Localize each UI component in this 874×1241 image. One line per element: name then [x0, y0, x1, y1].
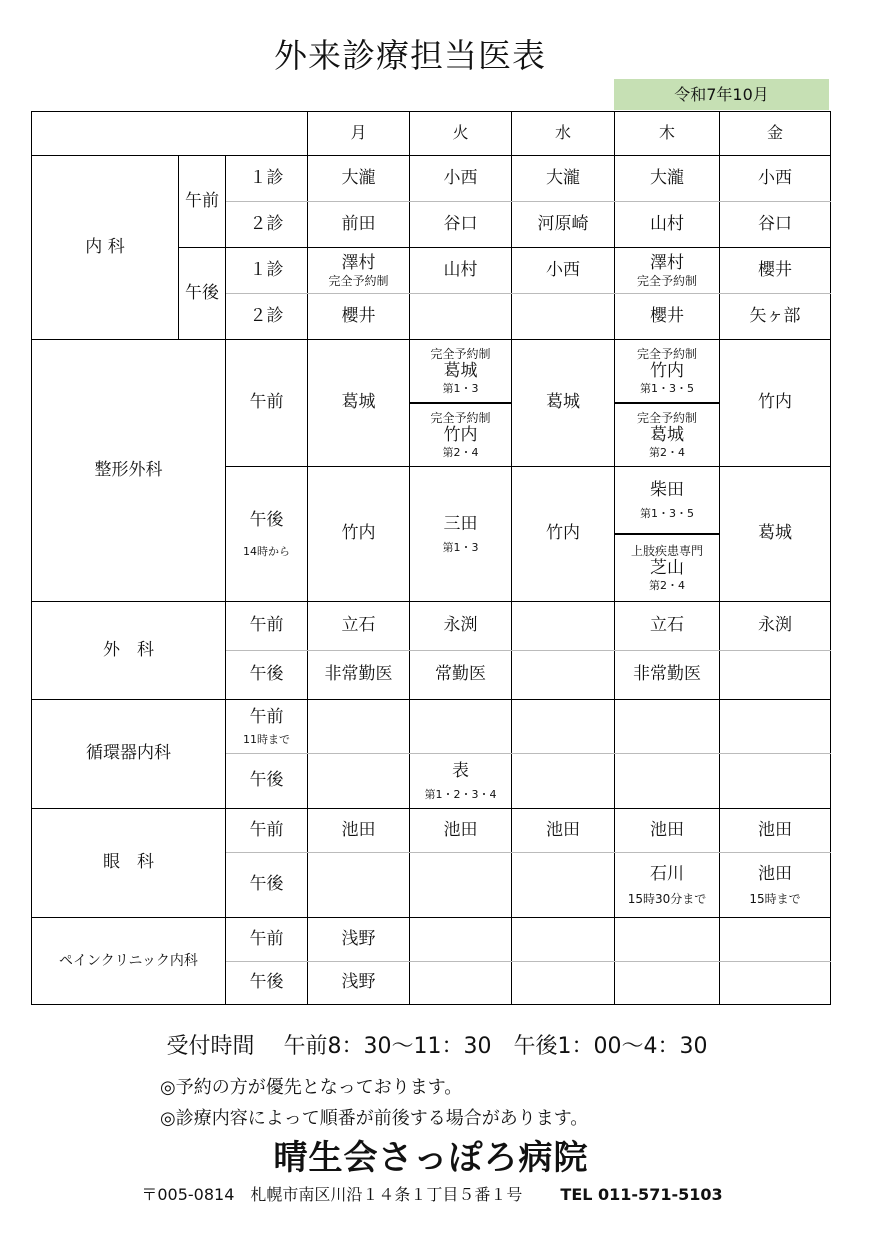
- schedule-table: [31, 111, 831, 1005]
- doctor-cell: 竹内: [512, 467, 615, 602]
- doctor-cell: [512, 602, 615, 651]
- doctor-cell: 小西: [720, 156, 831, 202]
- slot-label: ２診: [226, 294, 308, 340]
- doctor-cell-split: [615, 467, 720, 602]
- doctor-cell: 池田: [308, 809, 410, 853]
- ortho-am-label: 午前: [226, 340, 308, 467]
- doctor-cell: [720, 853, 831, 918]
- doctor-cell: 山村: [410, 248, 512, 294]
- doctor-cell: [615, 853, 720, 918]
- doctor-cell: [720, 754, 831, 809]
- doctor-cell: 大瀧: [615, 156, 720, 202]
- doctor-cell: 浅野: [308, 918, 410, 962]
- session-label: 午前: [226, 602, 308, 651]
- doctor-cell: 永渕: [720, 602, 831, 651]
- doctor-cell: 山村: [615, 202, 720, 248]
- reservation-note: 完全予約制: [637, 347, 698, 362]
- doctor-cell: 立石: [308, 602, 410, 651]
- doctor-cell: 大瀧: [308, 156, 410, 202]
- eye-am-row: [32, 809, 831, 853]
- doctor-cell-split: [615, 340, 720, 467]
- reservation-note: 完全予約制: [328, 273, 389, 288]
- ortho-am-row: [32, 340, 831, 467]
- doctor-cell: 竹内: [308, 467, 410, 602]
- doctor-cell: [615, 700, 720, 754]
- week-note: 第1・3・5: [640, 506, 695, 520]
- page-title: 外来診療担当医表: [274, 36, 546, 75]
- doctor-name: 三田: [443, 514, 478, 535]
- doctor-cell: [615, 248, 720, 294]
- dept-surgery: 外 科: [32, 602, 226, 700]
- doctor-cell: [720, 651, 831, 700]
- reception-hours: 受付時間 午前8：30〜11：30 午後1：00〜4：30: [166, 1034, 708, 1059]
- doctor-cell: [512, 918, 615, 962]
- week-note: 第1・3・5: [640, 381, 695, 395]
- session-label: 午後: [226, 962, 308, 1005]
- doctor-cell: [410, 918, 512, 962]
- doctor-name: 竹内: [650, 361, 685, 382]
- internal-am-label: 午前: [179, 156, 226, 248]
- doctor-cell: [512, 294, 615, 340]
- note-item: ◎診療内容によって順番が前後する場合があります。: [160, 1108, 589, 1129]
- doctor-cell: 小西: [512, 248, 615, 294]
- doctor-cell: [720, 700, 831, 754]
- doctor-name: 柴田: [650, 480, 685, 501]
- doctor-cell: 櫻井: [308, 294, 410, 340]
- doctor-cell: [512, 853, 615, 918]
- doctor-cell: 池田: [720, 809, 831, 853]
- session-label: 午後: [226, 853, 308, 918]
- cardio-am-row: [32, 700, 831, 754]
- doctor-cell: 常勤医: [410, 651, 512, 700]
- specialty-note: 上肢疾患専門: [631, 544, 704, 559]
- doctor-cell: [308, 853, 410, 918]
- doctor-cell: 池田: [410, 809, 512, 853]
- week-note: 第2・4: [649, 578, 686, 592]
- doctor-name: 石川: [650, 863, 685, 884]
- doctor-cell: 河原崎: [512, 202, 615, 248]
- reservation-note: 完全予約制: [430, 411, 491, 426]
- reservation-note: 完全予約制: [430, 347, 491, 362]
- header-corner: [32, 112, 308, 156]
- day-fri: 金: [720, 112, 831, 156]
- header-row: [32, 112, 831, 156]
- doctor-cell: 櫻井: [615, 294, 720, 340]
- pain-am-row: [32, 918, 831, 962]
- dept-orthopedics: 整形外科: [32, 340, 226, 602]
- surgery-am-row: [32, 602, 831, 651]
- doctor-name: 葛城: [443, 361, 478, 382]
- cardio-am-label: [226, 700, 308, 754]
- doctor-cell: [410, 754, 512, 809]
- doctor-cell: [308, 700, 410, 754]
- session-label: 午前: [249, 706, 284, 727]
- doctor-cell: 竹内: [720, 340, 831, 467]
- doctor-name: 葛城: [650, 425, 685, 446]
- doctor-cell: 櫻井: [720, 248, 831, 294]
- session-label: 午後: [249, 510, 284, 531]
- session-label: 午後: [226, 754, 308, 809]
- time-note: 15時30分まで: [627, 892, 707, 906]
- session-label: 午前: [226, 918, 308, 962]
- doctor-cell: [410, 294, 512, 340]
- doctor-cell: 矢ヶ部: [720, 294, 831, 340]
- week-note: 第1・3: [442, 381, 479, 395]
- doctor-cell: 池田: [512, 809, 615, 853]
- internal-pm-label: 午後: [179, 248, 226, 340]
- doctor-cell: 立石: [615, 602, 720, 651]
- dept-internal: 内 科: [32, 156, 179, 340]
- dept-pain-clinic: ペインクリニック内科: [32, 918, 226, 1005]
- doctor-name: 池田: [758, 863, 793, 884]
- session-label: 午後: [226, 651, 308, 700]
- doctor-cell-split: [410, 340, 512, 467]
- dept-ophthalmology: 眼 科: [32, 809, 226, 918]
- time-note: 14時から: [243, 544, 290, 558]
- doctor-cell: [512, 651, 615, 700]
- notes: [160, 1072, 588, 1134]
- doctor-cell: 池田: [615, 809, 720, 853]
- doctor-cell: 葛城: [512, 340, 615, 467]
- doctor-name: 澤村: [341, 253, 376, 274]
- hospital-name: 晴生会さっぽろ病院: [273, 1138, 589, 1178]
- ortho-pm-label: [226, 467, 308, 602]
- doctor-name: 芝山: [650, 558, 685, 579]
- doctor-cell: [615, 918, 720, 962]
- time-note: 11時まで: [243, 733, 290, 747]
- address: 〒005-0814 札幌市南区川沿１４条１丁目５番１号: [141, 1185, 523, 1204]
- doctor-cell: [512, 700, 615, 754]
- week-note: 第1・3: [442, 540, 479, 554]
- doctor-cell: 永渕: [410, 602, 512, 651]
- slot-label: ２診: [226, 202, 308, 248]
- doctor-cell: [512, 962, 615, 1005]
- date-badge: 令和7年10月: [614, 79, 829, 110]
- day-mon: 月: [308, 112, 410, 156]
- doctor-cell: [308, 754, 410, 809]
- slot-label: １診: [226, 156, 308, 202]
- internal-am1-row: [32, 156, 831, 202]
- doctor-cell: [410, 962, 512, 1005]
- slot-label: １診: [226, 248, 308, 294]
- doctor-cell: 前田: [308, 202, 410, 248]
- doctor-cell: [410, 467, 512, 602]
- day-wed: 水: [512, 112, 615, 156]
- doctor-name: 澤村: [650, 253, 685, 274]
- doctor-cell: [720, 962, 831, 1005]
- doctor-cell: 谷口: [410, 202, 512, 248]
- doctor-cell: [410, 700, 512, 754]
- week-note: 第1・2・3・4: [424, 787, 497, 801]
- doctor-cell: [308, 248, 410, 294]
- note-item: ◎予約の方が優先となっております。: [160, 1077, 463, 1098]
- doctor-name: 竹内: [443, 425, 478, 446]
- doctor-cell: 大瀧: [512, 156, 615, 202]
- doctor-cell: [720, 918, 831, 962]
- day-tue: 火: [410, 112, 512, 156]
- week-note: 第2・4: [649, 445, 686, 459]
- reservation-note: 完全予約制: [637, 273, 698, 288]
- day-thu: 木: [615, 112, 720, 156]
- doctor-name: 表: [452, 761, 470, 782]
- telephone: TEL 011-571-5103: [560, 1185, 723, 1204]
- time-note: 15時まで: [749, 892, 801, 906]
- session-label: 午前: [226, 809, 308, 853]
- reservation-note: 完全予約制: [637, 411, 698, 426]
- dept-cardiology: 循環器内科: [32, 700, 226, 809]
- doctor-cell: 小西: [410, 156, 512, 202]
- footer: [0, 1182, 864, 1205]
- doctor-cell: 非常勤医: [308, 651, 410, 700]
- doctor-cell: 非常勤医: [615, 651, 720, 700]
- doctor-cell: 浅野: [308, 962, 410, 1005]
- doctor-cell: [615, 962, 720, 1005]
- week-note: 第2・4: [442, 445, 479, 459]
- doctor-cell: 葛城: [308, 340, 410, 467]
- doctor-cell: [410, 853, 512, 918]
- doctor-cell: 谷口: [720, 202, 831, 248]
- doctor-cell: 葛城: [720, 467, 831, 602]
- doctor-cell: [615, 754, 720, 809]
- doctor-cell: [512, 754, 615, 809]
